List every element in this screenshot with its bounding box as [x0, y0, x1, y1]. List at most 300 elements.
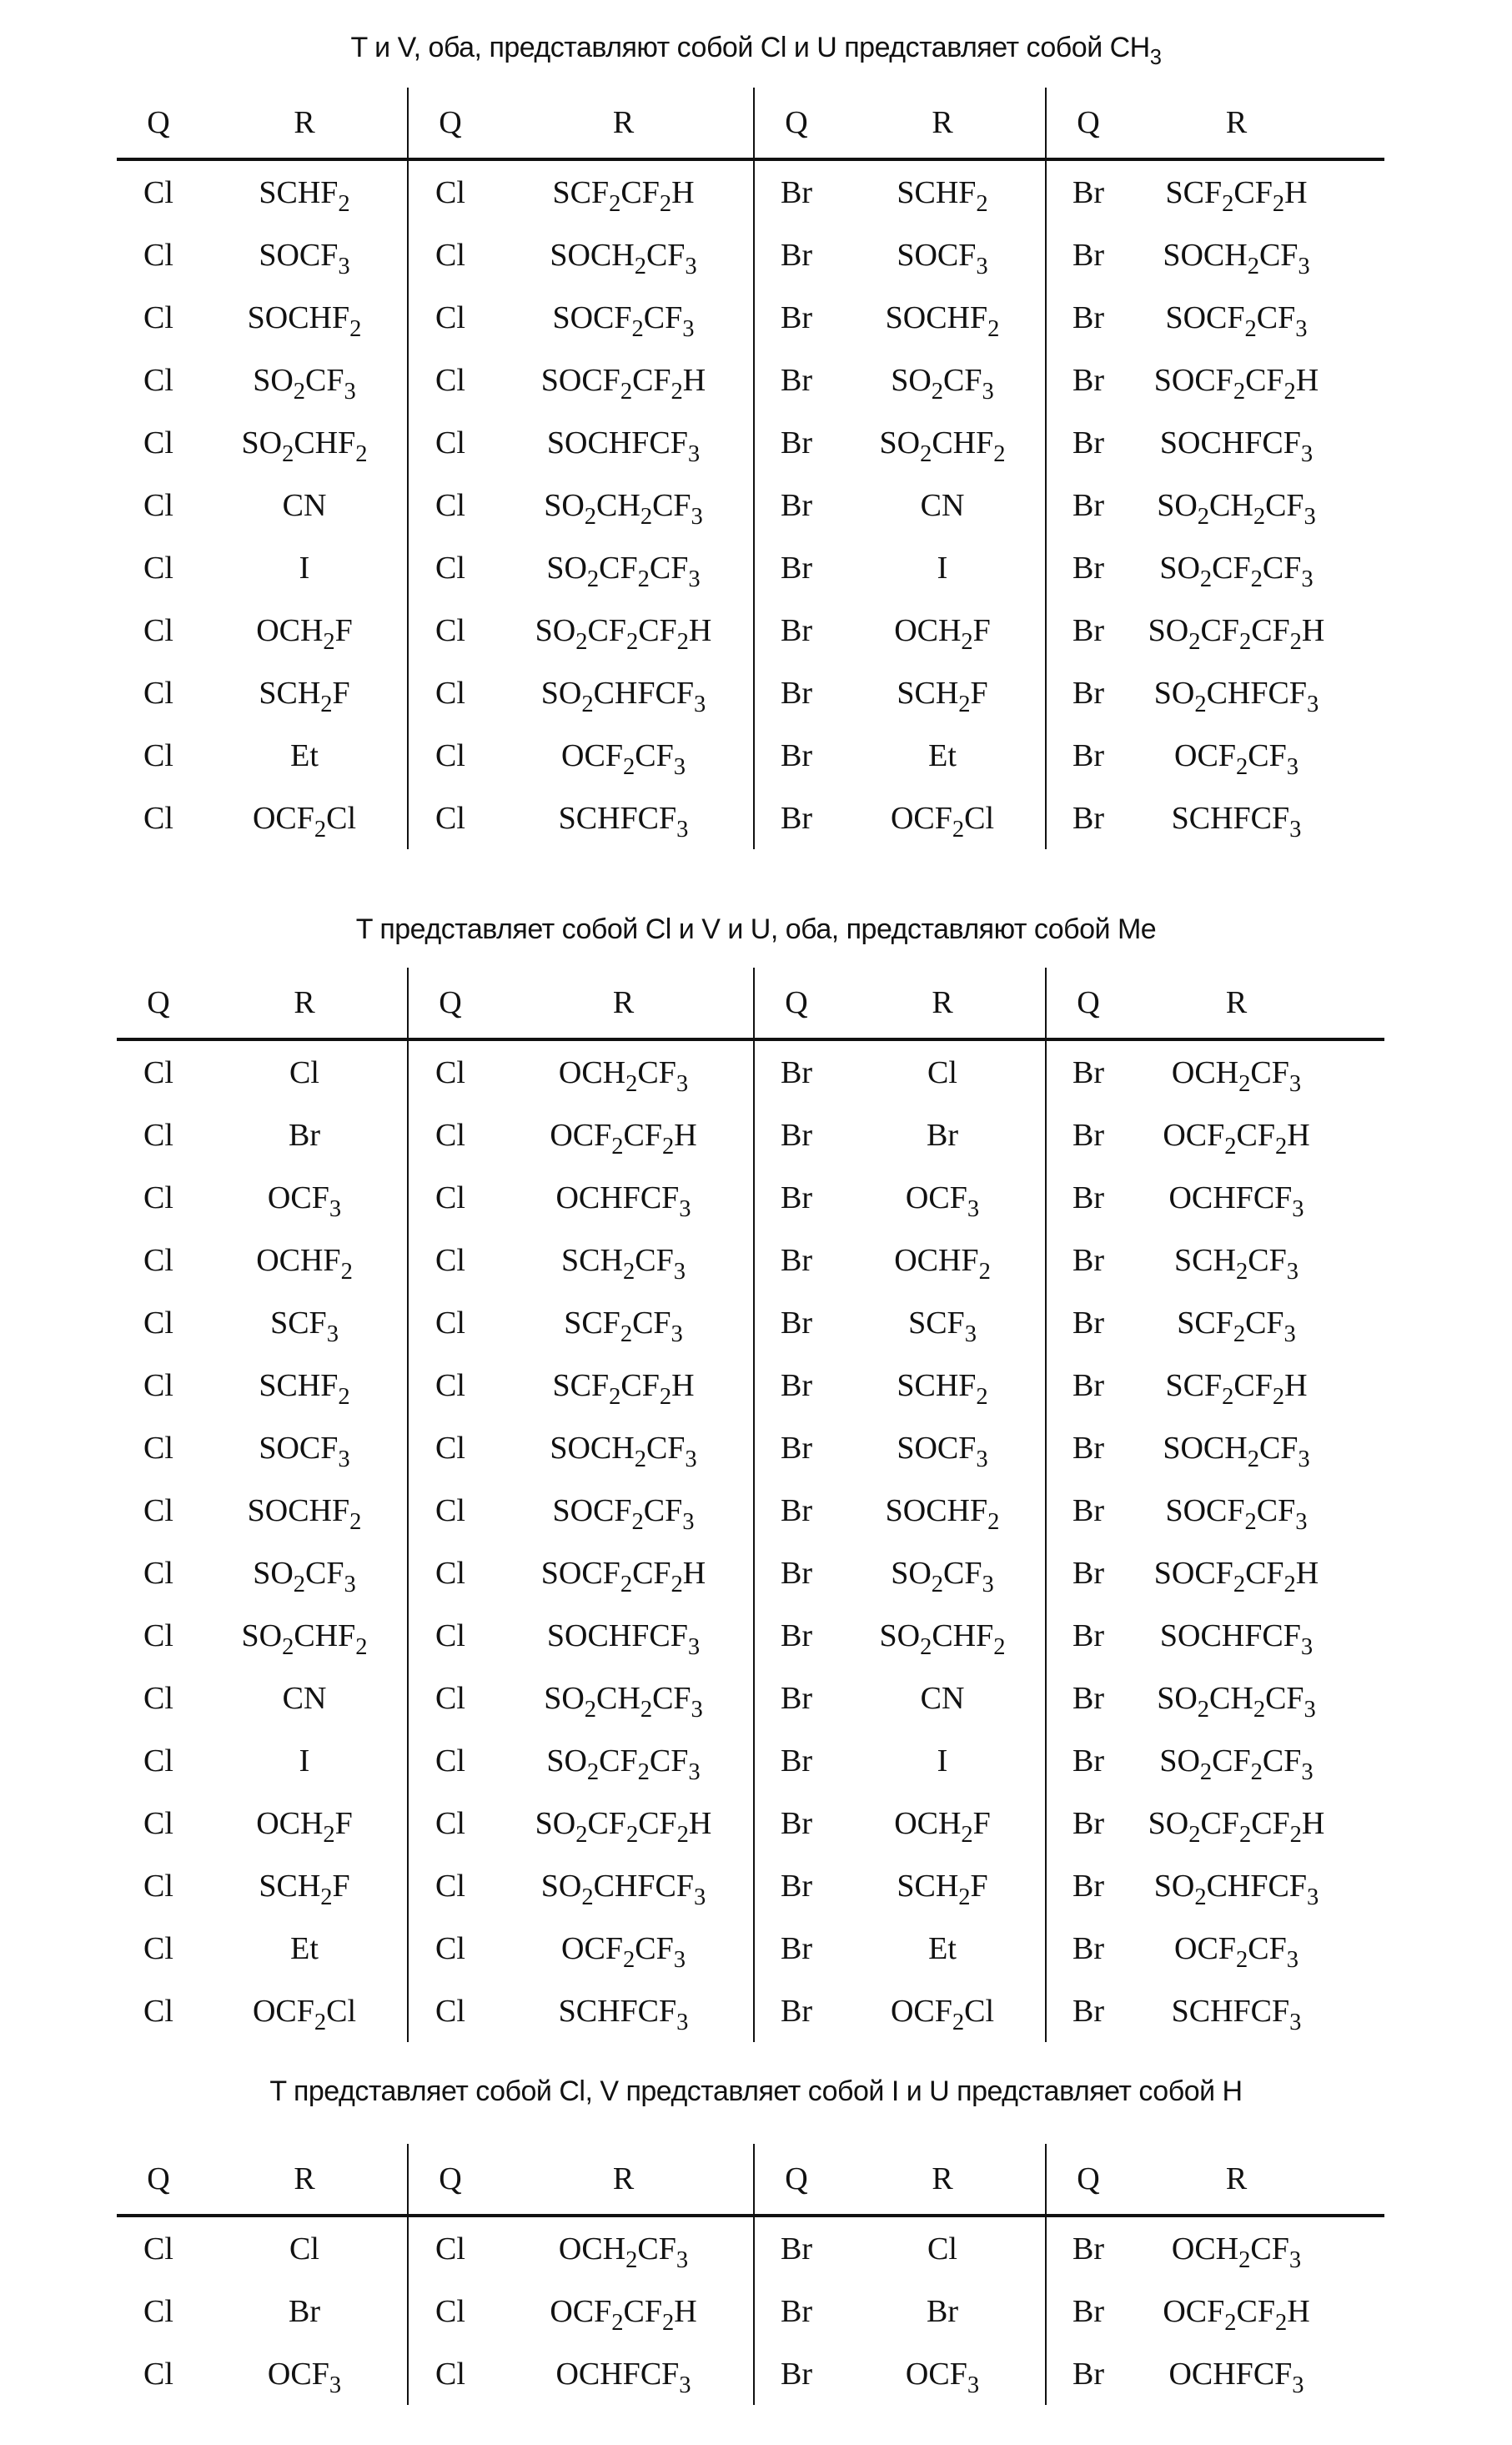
r-cell: OCH2CF3 [1130, 2231, 1343, 2267]
header-cell: Q [117, 2161, 200, 2197]
q-cell: Br [1047, 487, 1130, 524]
header-cell: R [1130, 2161, 1343, 2197]
q-cell: Br [1047, 550, 1130, 586]
q-cell: Cl [409, 1305, 492, 1341]
header-cell: Q [1047, 984, 1130, 1021]
r-cell: SO2CHF2 [200, 1617, 409, 1654]
q-cell: Cl [117, 612, 200, 649]
r-cell: Et [838, 737, 1047, 774]
header-cell: Q [755, 2161, 838, 2197]
q-cell: Cl [117, 1117, 200, 1154]
q-cell: Br [755, 1805, 838, 1842]
q-cell: Cl [117, 1555, 200, 1592]
q-cell: Br [1047, 174, 1130, 211]
r-cell: Cl [838, 2231, 1047, 2267]
r-cell: Et [200, 737, 409, 774]
q-cell: Cl [117, 237, 200, 274]
q-cell: Br [755, 425, 838, 461]
q-cell: Cl [409, 2356, 492, 2392]
r-cell: SO2CF2CF2H [1130, 1805, 1343, 1842]
r-cell: SOCF3 [838, 237, 1047, 274]
r-cell: Et [838, 1930, 1047, 1967]
r-cell: SO2CF2CF3 [1130, 1743, 1343, 1779]
r-cell: SO2CH2CF3 [1130, 487, 1343, 524]
q-cell: Br [1047, 1743, 1130, 1779]
r-cell: I [838, 550, 1047, 586]
r-cell: OCHFCF3 [492, 2356, 755, 2392]
section-title: T и V, оба, представляют собой Cl и U представляет собой CH3 [0, 32, 1512, 64]
r-cell: SO2CF2CF3 [492, 550, 755, 586]
q-cell: Br [1047, 1430, 1130, 1466]
q-cell: Cl [117, 1993, 200, 2030]
q-cell: Br [755, 737, 838, 774]
q-cell: Br [1047, 1492, 1130, 1529]
r-cell: SOCHFCF3 [492, 1617, 755, 1654]
r-cell: SOCH2CF3 [492, 1430, 755, 1466]
r-cell: OCF3 [200, 2356, 409, 2392]
r-cell: SOCF2CF2H [492, 362, 755, 399]
q-cell: Br [755, 1242, 838, 1279]
q-cell: Cl [409, 1868, 492, 1904]
r-cell: I [200, 1743, 409, 1779]
q-cell: Br [1047, 675, 1130, 712]
q-cell: Cl [409, 1054, 492, 1091]
r-cell: SOCH2CF3 [492, 237, 755, 274]
r-cell: SCH2CF3 [492, 1242, 755, 1279]
q-cell: Cl [409, 1805, 492, 1842]
q-cell: Cl [117, 487, 200, 524]
r-cell: CN [200, 1680, 409, 1717]
header-cell: R [200, 2161, 409, 2197]
r-cell: SO2CF2CF2H [492, 612, 755, 649]
r-cell: SOCH2CF3 [1130, 1430, 1343, 1466]
column-divider [1045, 88, 1047, 849]
table-row [117, 662, 1384, 724]
r-cell: OCH2F [200, 612, 409, 649]
table-row [117, 1041, 1384, 1104]
q-cell: Cl [117, 737, 200, 774]
q-cell: Cl [117, 2293, 200, 2330]
q-cell: Cl [409, 362, 492, 399]
r-cell: OCHF2 [838, 1242, 1047, 1279]
q-cell: Br [755, 2231, 838, 2267]
compound-table [117, 88, 1384, 849]
q-cell: Br [755, 1930, 838, 1967]
q-cell: Br [755, 1492, 838, 1529]
q-cell: Br [1047, 1680, 1130, 1717]
q-cell: Cl [117, 1430, 200, 1466]
q-cell: Br [755, 1680, 838, 1717]
r-cell: OCF2CF2H [492, 2293, 755, 2330]
q-cell: Br [755, 174, 838, 211]
header-cell: Q [1047, 104, 1130, 141]
q-cell: Br [1047, 362, 1130, 399]
table-header [117, 968, 1384, 1041]
table-row [117, 724, 1384, 787]
q-cell: Cl [117, 1367, 200, 1404]
r-cell: SOCH2CF3 [1130, 237, 1343, 274]
r-cell: SCF2CF2H [1130, 174, 1343, 211]
r-cell: SO2CHFCF3 [492, 675, 755, 712]
r-cell: OCF2CF2H [1130, 2293, 1343, 2330]
r-cell: SCF2CF2H [492, 174, 755, 211]
q-cell: Cl [409, 1117, 492, 1154]
r-cell: Br [838, 2293, 1047, 2330]
q-cell: Cl [117, 1492, 200, 1529]
q-cell: Br [1047, 2293, 1130, 2330]
r-cell: SOCF2CF2H [492, 1555, 755, 1592]
q-cell: Cl [409, 2293, 492, 2330]
r-cell: SOCHF2 [838, 1492, 1047, 1529]
q-cell: Br [1047, 1930, 1130, 1967]
r-cell: SO2CF2CF3 [1130, 550, 1343, 586]
r-cell: SCHF2 [838, 174, 1047, 211]
r-cell: SCH2F [838, 675, 1047, 712]
table-row [117, 1542, 1384, 1604]
r-cell: OCF2Cl [200, 1993, 409, 2030]
q-cell: Cl [117, 1617, 200, 1654]
q-cell: Br [1047, 1305, 1130, 1341]
q-cell: Br [755, 675, 838, 712]
q-cell: Br [1047, 299, 1130, 336]
r-cell: SCF3 [200, 1305, 409, 1341]
r-cell: OCF3 [200, 1180, 409, 1216]
q-cell: Cl [409, 800, 492, 837]
table-row [117, 1166, 1384, 1229]
q-cell: Cl [409, 1555, 492, 1592]
table-row [117, 1792, 1384, 1854]
q-cell: Br [1047, 1367, 1130, 1404]
r-cell: SCHFCF3 [492, 800, 755, 837]
r-cell: SOCHFCF3 [1130, 425, 1343, 461]
header-cell: R [1130, 104, 1343, 141]
r-cell: OCF2CF2H [1130, 1117, 1343, 1154]
r-cell: SOCF3 [838, 1430, 1047, 1466]
q-cell: Br [1047, 2231, 1130, 2267]
q-cell: Cl [117, 1054, 200, 1091]
q-cell: Cl [117, 550, 200, 586]
compound-table [117, 2144, 1384, 2405]
r-cell: SO2CHF2 [838, 425, 1047, 461]
compound-table [117, 968, 1384, 2042]
header-cell: R [838, 2161, 1047, 2197]
header-cell: R [492, 2161, 755, 2197]
column-divider [407, 88, 409, 849]
q-cell: Br [1047, 1242, 1130, 1279]
r-cell: OCF2Cl [838, 800, 1047, 837]
table-row [117, 2217, 1384, 2280]
q-cell: Br [755, 362, 838, 399]
header-cell: R [492, 104, 755, 141]
r-cell: SCHF2 [838, 1367, 1047, 1404]
q-cell: Cl [117, 1180, 200, 1216]
q-cell: Br [755, 550, 838, 586]
q-cell: Br [1047, 1555, 1130, 1592]
r-cell: SO2CH2CF3 [1130, 1680, 1343, 1717]
header-cell: Q [1047, 2161, 1130, 2197]
r-cell: SCH2F [200, 675, 409, 712]
table-row [117, 1854, 1384, 1917]
q-cell: Cl [117, 800, 200, 837]
r-cell: CN [200, 487, 409, 524]
r-cell: OCF2CF3 [1130, 1930, 1343, 1967]
column-divider [753, 968, 755, 2042]
q-cell: Cl [409, 1180, 492, 1216]
q-cell: Br [1047, 425, 1130, 461]
q-cell: Br [755, 1117, 838, 1154]
q-cell: Cl [117, 425, 200, 461]
q-cell: Cl [409, 675, 492, 712]
q-cell: Br [755, 1743, 838, 1779]
r-cell: OCF3 [838, 1180, 1047, 1216]
column-divider [407, 2144, 409, 2405]
q-cell: Cl [409, 737, 492, 774]
r-cell: SO2CHFCF3 [492, 1868, 755, 1904]
q-cell: Cl [117, 1805, 200, 1842]
table-row [117, 1980, 1384, 2042]
header-cell: R [492, 984, 755, 1021]
q-cell: Cl [117, 1743, 200, 1779]
q-cell: Br [755, 2356, 838, 2392]
r-cell: SCHFCF3 [492, 1993, 755, 2030]
q-cell: Br [755, 1617, 838, 1654]
header-cell: Q [755, 984, 838, 1021]
q-cell: Br [755, 1367, 838, 1404]
q-cell: Br [755, 1993, 838, 2030]
header-cell: R [838, 984, 1047, 1021]
r-cell: OCF2CF2H [492, 1117, 755, 1154]
q-cell: Cl [409, 1743, 492, 1779]
table-row [117, 536, 1384, 599]
r-cell: OCHFCF3 [1130, 2356, 1343, 2392]
r-cell: SCF2CF3 [492, 1305, 755, 1341]
table-row [117, 286, 1384, 349]
r-cell: SO2CF2CF2H [492, 1805, 755, 1842]
r-cell: SO2CF3 [200, 1555, 409, 1592]
r-cell: SO2CHFCF3 [1130, 675, 1343, 712]
r-cell: CN [838, 487, 1047, 524]
q-cell: Cl [409, 1430, 492, 1466]
q-cell: Br [1047, 1993, 1130, 2030]
q-cell: Br [1047, 612, 1130, 649]
q-cell: Cl [117, 174, 200, 211]
r-cell: CN [838, 1680, 1047, 1717]
r-cell: OCHF2 [200, 1242, 409, 1279]
header-cell: Q [117, 104, 200, 141]
table-row [117, 1416, 1384, 1479]
column-divider [407, 968, 409, 2042]
q-cell: Cl [409, 425, 492, 461]
q-cell: Br [1047, 1117, 1130, 1154]
q-cell: Cl [409, 174, 492, 211]
r-cell: I [838, 1743, 1047, 1779]
table-row [117, 411, 1384, 474]
table-row [117, 474, 1384, 536]
r-cell: SOCHF2 [200, 1492, 409, 1529]
q-cell: Br [755, 1555, 838, 1592]
r-cell: SCHF2 [200, 1367, 409, 1404]
r-cell: OCF2CF3 [492, 1930, 755, 1967]
r-cell: OCF2Cl [200, 800, 409, 837]
header-cell: R [200, 104, 409, 141]
r-cell: Br [200, 1117, 409, 1154]
table-row [117, 1291, 1384, 1354]
r-cell: OCH2F [838, 1805, 1047, 1842]
q-cell: Br [1047, 1054, 1130, 1091]
r-cell: SO2CHF2 [200, 425, 409, 461]
header-cell: Q [755, 104, 838, 141]
r-cell: SO2CF2CF3 [492, 1743, 755, 1779]
q-cell: Br [755, 299, 838, 336]
r-cell: OCHFCF3 [1130, 1180, 1343, 1216]
table-row [117, 1729, 1384, 1792]
r-cell: Cl [200, 1054, 409, 1091]
q-cell: Br [1047, 1805, 1130, 1842]
r-cell: SO2CHFCF3 [1130, 1868, 1343, 1904]
q-cell: Cl [409, 2231, 492, 2267]
q-cell: Br [755, 612, 838, 649]
table-row [117, 599, 1384, 662]
q-cell: Br [755, 1054, 838, 1091]
section-title: T представляет собой Cl и V и U, оба, представляют собой Me [0, 913, 1512, 946]
r-cell: SCH2F [200, 1868, 409, 1904]
r-cell: OCF2CF3 [492, 737, 755, 774]
r-cell: Cl [200, 2231, 409, 2267]
r-cell: SCF2CF3 [1130, 1305, 1343, 1341]
r-cell: SCHFCF3 [1130, 800, 1343, 837]
table-row [117, 2342, 1384, 2405]
r-cell: OCF3 [838, 2356, 1047, 2392]
r-cell: OCHFCF3 [492, 1180, 755, 1216]
section-title: T представляет собой Cl, V представляет собой I и U представляет собой H [0, 2075, 1512, 2108]
r-cell: SO2CF3 [200, 362, 409, 399]
q-cell: Cl [117, 2231, 200, 2267]
r-cell: SO2CF2CF2H [1130, 612, 1343, 649]
r-cell: SOCF2CF3 [492, 1492, 755, 1529]
q-cell: Br [755, 2293, 838, 2330]
r-cell: OCF2CF3 [1130, 737, 1343, 774]
table-row [117, 161, 1384, 224]
r-cell: OCH2CF3 [1130, 1054, 1343, 1091]
q-cell: Cl [409, 299, 492, 336]
q-cell: Cl [409, 1993, 492, 2030]
q-cell: Br [1047, 237, 1130, 274]
r-cell: Et [200, 1930, 409, 1967]
q-cell: Br [755, 1305, 838, 1341]
q-cell: Br [1047, 2356, 1130, 2392]
q-cell: Cl [409, 487, 492, 524]
r-cell: SOCHF2 [838, 299, 1047, 336]
r-cell: SO2CH2CF3 [492, 1680, 755, 1717]
column-divider [1045, 968, 1047, 2042]
r-cell: SCF2CF2H [1130, 1367, 1343, 1404]
column-divider [1045, 2144, 1047, 2405]
q-cell: Cl [117, 675, 200, 712]
table-row [117, 349, 1384, 411]
table-row [117, 2280, 1384, 2342]
table-row [117, 1354, 1384, 1416]
q-cell: Br [1047, 800, 1130, 837]
r-cell: Cl [838, 1054, 1047, 1091]
table-row [117, 1917, 1384, 1980]
r-cell: SCHF2 [200, 174, 409, 211]
q-cell: Cl [409, 612, 492, 649]
q-cell: Cl [117, 1680, 200, 1717]
table-row [117, 1104, 1384, 1166]
header-cell: R [1130, 984, 1343, 1021]
r-cell: SO2CH2CF3 [492, 487, 755, 524]
q-cell: Br [755, 237, 838, 274]
q-cell: Cl [117, 299, 200, 336]
r-cell: SOCF2CF2H [1130, 362, 1343, 399]
r-cell: SOCHFCF3 [1130, 1617, 1343, 1654]
r-cell: SOCF3 [200, 237, 409, 274]
r-cell: OCH2F [838, 612, 1047, 649]
header-cell: Q [409, 984, 492, 1021]
q-cell: Cl [117, 2356, 200, 2392]
r-cell: SOCF2CF2H [1130, 1555, 1343, 1592]
r-cell: SCH2CF3 [1130, 1242, 1343, 1279]
r-cell: SO2CF3 [838, 362, 1047, 399]
r-cell: SCHFCF3 [1130, 1993, 1343, 2030]
q-cell: Br [1047, 1180, 1130, 1216]
q-cell: Cl [409, 1680, 492, 1717]
q-cell: Br [755, 1180, 838, 1216]
q-cell: Cl [409, 237, 492, 274]
r-cell: Br [200, 2293, 409, 2330]
q-cell: Br [1047, 737, 1130, 774]
r-cell: OCH2CF3 [492, 1054, 755, 1091]
r-cell: SO2CHF2 [838, 1617, 1047, 1654]
r-cell: SOCF2CF3 [1130, 299, 1343, 336]
r-cell: SO2CF3 [838, 1555, 1047, 1592]
header-cell: R [838, 104, 1047, 141]
r-cell: I [200, 550, 409, 586]
r-cell: OCF2Cl [838, 1993, 1047, 2030]
r-cell: SCH2F [838, 1868, 1047, 1904]
header-cell: R [200, 984, 409, 1021]
q-cell: Cl [117, 1305, 200, 1341]
r-cell: SCF2CF2H [492, 1367, 755, 1404]
column-divider [753, 88, 755, 849]
table-row [117, 224, 1384, 286]
q-cell: Br [755, 487, 838, 524]
r-cell: SOCHF2 [200, 299, 409, 336]
column-divider [753, 2144, 755, 2405]
table-row [117, 1604, 1384, 1667]
table-row [117, 787, 1384, 849]
q-cell: Cl [117, 1868, 200, 1904]
q-cell: Cl [409, 1617, 492, 1654]
q-cell: Br [1047, 1868, 1130, 1904]
table-header [117, 88, 1384, 161]
table-row [117, 1667, 1384, 1729]
r-cell: SCF3 [838, 1305, 1047, 1341]
q-cell: Cl [117, 1242, 200, 1279]
r-cell: SOCF2CF3 [1130, 1492, 1343, 1529]
q-cell: Cl [409, 1930, 492, 1967]
table-row [117, 1229, 1384, 1291]
header-cell: Q [117, 984, 200, 1021]
r-cell: SOCHFCF3 [492, 425, 755, 461]
q-cell: Cl [409, 1242, 492, 1279]
r-cell: SOCF2CF3 [492, 299, 755, 336]
r-cell: Br [838, 1117, 1047, 1154]
q-cell: Cl [409, 550, 492, 586]
q-cell: Br [755, 800, 838, 837]
q-cell: Br [755, 1868, 838, 1904]
r-cell: SOCF3 [200, 1430, 409, 1466]
